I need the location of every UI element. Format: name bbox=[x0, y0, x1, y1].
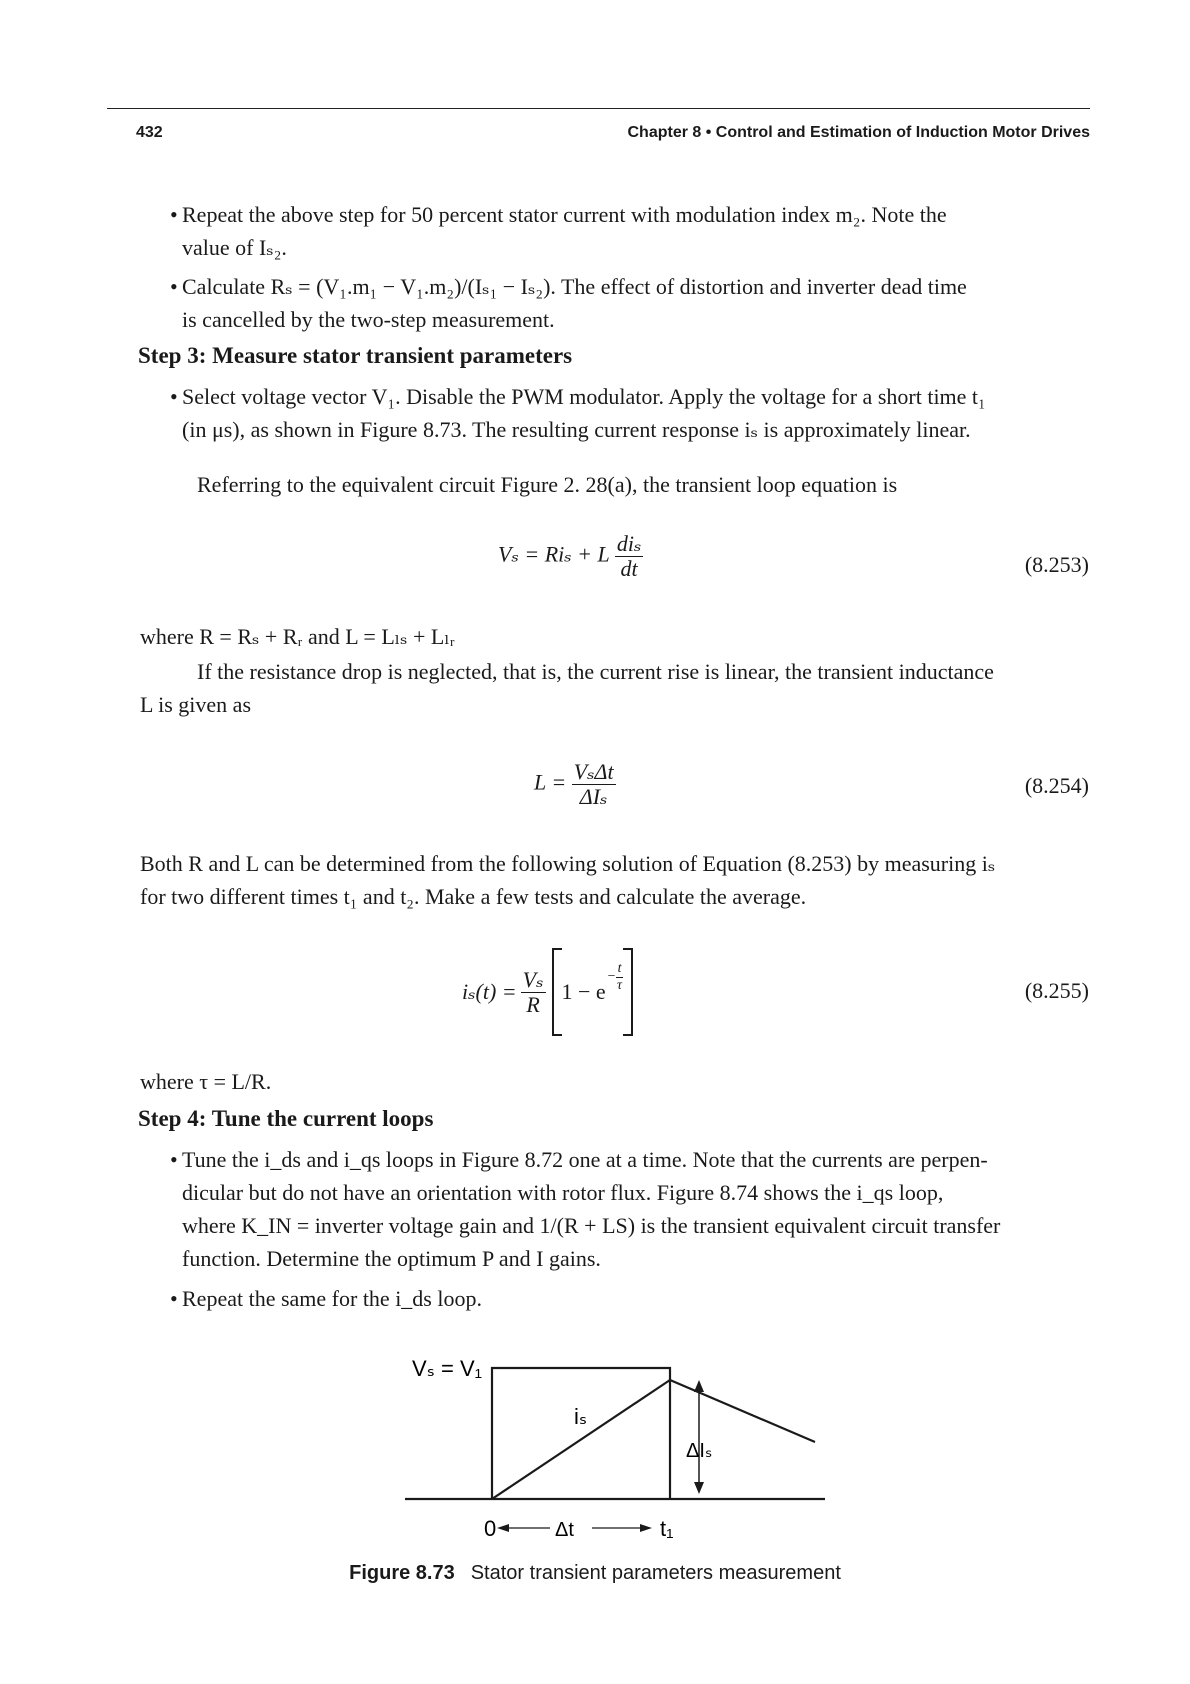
equation-fraction bbox=[521, 968, 546, 1017]
list-item-line: function. Determine the optimum P and I gains. bbox=[182, 1246, 601, 1271]
figure-caption bbox=[0, 1562, 1190, 1585]
list-item-line: dicular but do not have an orientation with rotor flux. Figure 8.74 shows the i_qs loop, bbox=[182, 1180, 944, 1205]
bullet-icon: • bbox=[170, 274, 178, 299]
list-item bbox=[170, 270, 1092, 336]
bracket-tick-bl bbox=[554, 1034, 562, 1036]
paragraph bbox=[140, 847, 1090, 913]
list-item-line: is cancelled by the two-step measurement. bbox=[182, 307, 555, 332]
figure-caption-number: Figure 8.73 bbox=[349, 1562, 455, 1584]
equation-number: (8.254) bbox=[1024, 773, 1089, 798]
paragraph-line: L is given as bbox=[140, 692, 251, 717]
fraction-numerator: diₛ bbox=[616, 531, 642, 556]
bracket-tick-br bbox=[623, 1034, 631, 1036]
bracket-tick-tl bbox=[554, 948, 562, 950]
list-item bbox=[170, 380, 1092, 446]
paragraph: where τ = L/R. bbox=[140, 1069, 272, 1094]
voltage-pulse bbox=[492, 1368, 670, 1499]
paragraph: where R = Rₛ + Rᵣ and L = Lₗₛ + Lₗᵣ bbox=[140, 624, 455, 649]
equation-number: (8.255) bbox=[1024, 978, 1089, 1003]
figure-caption-text: Stator transient parameters measurement bbox=[470, 1562, 841, 1584]
label-vs-v1: Vₛ = V₁ bbox=[412, 1356, 483, 1381]
exponent-minus: − bbox=[607, 969, 616, 984]
equation-number: (8.253) bbox=[1024, 552, 1089, 577]
list-item-line: Calculate Rₛ = (V₁.m₁ − V₁.m₂)/(Iₛ₁ − Iₛ₂). The effect of distortion and inverter dead time bbox=[182, 274, 967, 299]
fraction-denominator: ΔIₛ bbox=[579, 784, 608, 809]
paragraph: Referring to the equivalent circuit Figure 2. 28(a), the transient loop equation is bbox=[197, 472, 898, 497]
exponent-denominator: τ bbox=[617, 977, 623, 993]
label-zero: 0 bbox=[484, 1516, 497, 1541]
bullet-icon: • bbox=[170, 1286, 178, 1311]
exponent-numerator: t bbox=[617, 960, 622, 976]
arrowhead-right bbox=[640, 1524, 652, 1532]
list-item-line: (in μs), as shown in Figure 8.73. The resulting current response iₛ is approximately linear. bbox=[182, 417, 971, 442]
fraction-denominator: dt bbox=[620, 556, 638, 581]
equation-lhs: iₛ(t) = bbox=[462, 979, 517, 1004]
equation-lhs: Vₛ = Riₛ + L bbox=[498, 541, 610, 567]
bracket-tick-tr bbox=[623, 948, 631, 950]
paragraph bbox=[140, 655, 1090, 721]
label-is: iₛ bbox=[574, 1404, 588, 1429]
list-item-line: where K_IN = inverter voltage gain and 1/(R + LS) is the transient equivalent circuit transfer bbox=[182, 1213, 1001, 1238]
equation-8-254 bbox=[534, 760, 616, 809]
bullet-icon: • bbox=[170, 202, 178, 227]
chapter-title: Chapter 8 • Control and Estimation of Induction Motor Drives bbox=[627, 124, 1090, 141]
label-delta-t: Δt bbox=[555, 1519, 574, 1541]
arrowhead-down bbox=[694, 1482, 704, 1494]
equation-fraction bbox=[615, 532, 644, 581]
list-item-line: Repeat the same for the i_ds loop. bbox=[182, 1286, 482, 1311]
bracket-group bbox=[552, 948, 634, 1036]
list-item bbox=[170, 1282, 1092, 1315]
arrowhead-left bbox=[497, 1524, 509, 1532]
list-item bbox=[170, 198, 1092, 264]
fraction-numerator: Vₛ bbox=[522, 966, 544, 992]
equation-8-253 bbox=[498, 532, 643, 581]
bracket-content: 1 − e bbox=[561, 979, 606, 1004]
list-item-line: Tune the i_ds and i_qs loops in Figure 8.72 one at a time. Note that the currents are perpen- bbox=[182, 1147, 988, 1172]
fraction-denominator: R bbox=[526, 991, 540, 1017]
paragraph-line: Both R and L can be determined from the following solution of Equation (8.253) by measuring iₛ bbox=[140, 851, 996, 876]
bullet-icon: • bbox=[170, 1147, 178, 1172]
section-heading-step3: Step 3: Measure stator transient parameters bbox=[138, 343, 573, 368]
paragraph-line: If the resistance drop is neglected, that is, the current rise is linear, the transient inductance bbox=[197, 659, 994, 684]
current-decay-line bbox=[670, 1380, 815, 1442]
list-item-line: Repeat the above step for 50 percent stator current with modulation index m₂. Note the bbox=[182, 202, 947, 227]
section-heading-step4: Step 4: Tune the current loops bbox=[138, 1106, 434, 1131]
label-delta-is: ΔIₛ bbox=[686, 1440, 713, 1462]
paragraph-line: for two different times t₁ and t₂. Make a few tests and calculate the average. bbox=[140, 884, 807, 909]
list-item-line: value of Iₛ₂. bbox=[182, 235, 287, 260]
equation-fraction bbox=[572, 760, 616, 809]
exponent-fraction bbox=[616, 961, 624, 994]
current-rise-line bbox=[492, 1380, 670, 1499]
exponent bbox=[608, 961, 624, 994]
page-number: 432 bbox=[136, 124, 163, 141]
arrowhead-up bbox=[694, 1380, 704, 1392]
equation-8-255 bbox=[462, 948, 633, 1036]
list-item bbox=[170, 1143, 1092, 1275]
equation-lhs: L = bbox=[534, 769, 567, 795]
figure-8-73-diagram bbox=[0, 1340, 1190, 1550]
list-item-line: Select voltage vector V₁. Disable the PWM modulator. Apply the voltage for a short time t₁ bbox=[182, 384, 986, 409]
label-t1: t₁ bbox=[660, 1516, 674, 1541]
header-rule bbox=[107, 108, 1090, 109]
bullet-icon: • bbox=[170, 384, 178, 409]
fraction-numerator: VₛΔt bbox=[573, 759, 614, 784]
